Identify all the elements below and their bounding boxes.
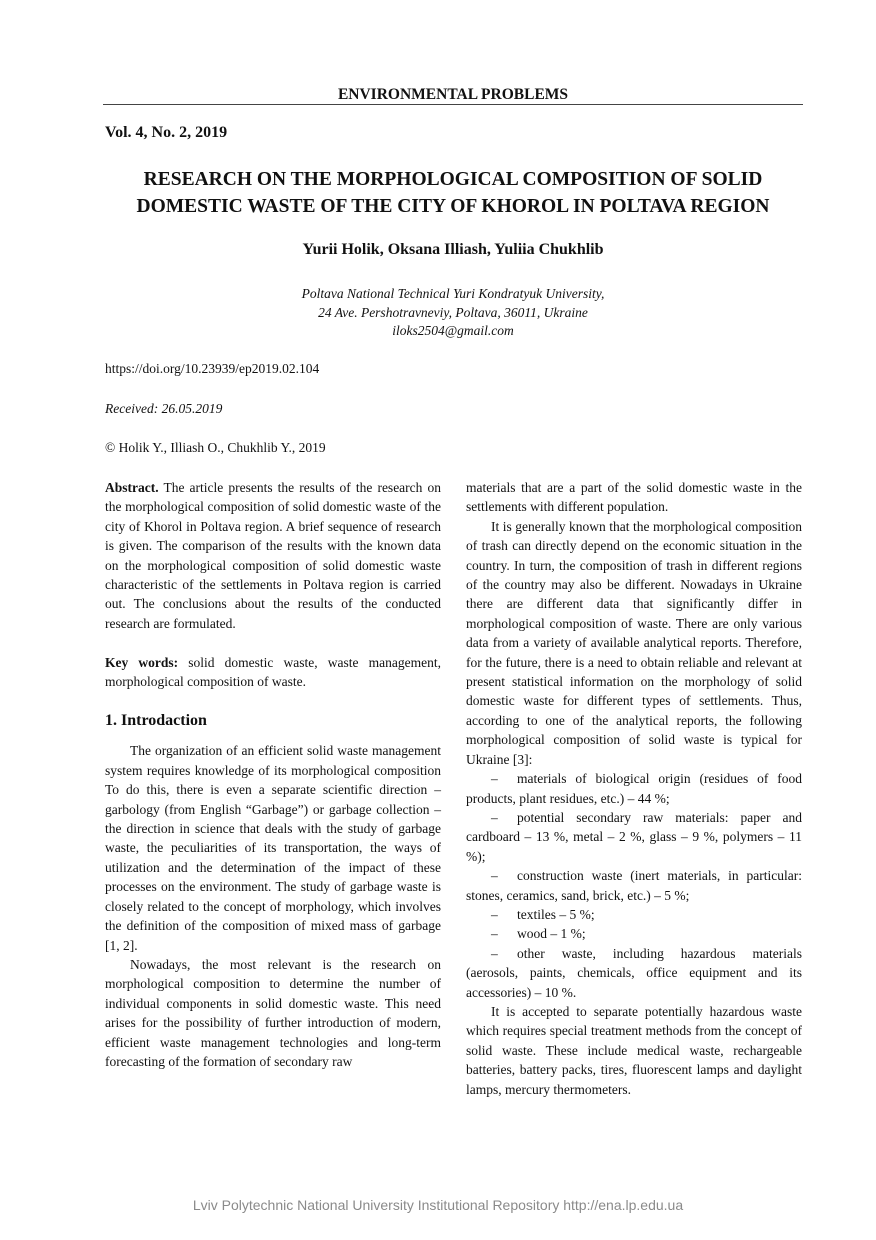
received-date: Received: 26.05.2019 [105,401,223,416]
article-title-line: RESEARCH ON THE MORPHOLOGICAL COMPOSITION OF SOLID [143,169,763,190]
dash-bullet: – [491,809,498,825]
list-item [466,905,802,924]
intro-paragraph-3: It is generally known that the morphological composition of trash can directly depend on the economic situation in the country. In turn, the composition of trash in different regions of the country may also be different. Nowadays in Ukraine there are different data that significantly differ in morphological composition of waste. There are only various data from a variety of available analytical reports. Therefore, for the future, there is a need to obtain reliable and relevant at present statistical information on the morphology of solid domestic waste for different types of settlements. Thus, according to one of the analytical reports, the following morphological composition of solid waste is typical for Ukraine [3]: [466,518,802,767]
list-item-text: textiles – 5 %; [517,906,595,922]
affiliation-address: 24 Ave. Pershotravneviy, Poltava, 36011, Ukraine [318,304,588,320]
authors: Yurii Holik, Oksana Illiash, Yuliia Chukhlib [302,241,604,258]
list-item-text: construction waste (inert materials, in particular: stones, ceramics, sand, brick, etc.) – 5 %; [466,868,802,903]
dash-bullet: – [491,906,498,922]
keywords-label: Key words: [105,654,179,670]
list-item [466,866,802,905]
list-item [466,769,802,808]
intro-paragraph-2: Nowadays, the most relevant is the research on morphological composition to determine the number of individual components in solid domestic waste. This need arises for the possibility of further introduction of modern, efficient waste management technologies and long-term forecasting of the formation of secondary raw [105,956,441,1069]
list-item-text: potential secondary raw materials: paper and cardboard – 13 %, metal – 2 %, glass – 9 %, polymers – 11 %); [466,809,802,864]
author-email[interactable]: iloks2504@gmail.com [392,323,514,338]
article-title [103,166,803,220]
list-item [466,808,802,866]
list-item-text: other waste, including hazardous materials (aerosols, paints, chemicals, office equipment and its accessories) – 10 %. [466,945,802,1000]
intro-paragraph-4: It is accepted to separate potentially hazardous waste which requires special treatment methods from the concept of solid waste. These include medical waste, rechargeable batteries, battery packs, tires, fluorescent lamps and daylight lamps, mercury thermometers. [466,1003,802,1097]
list-item-text: wood – 1 %; [517,926,586,942]
header-rule [103,104,803,105]
list-item [466,944,802,1002]
running-head: ENVIRONMENTAL PROBLEMS [337,86,569,103]
section-heading-introduction: 1. Introdaction [105,712,207,730]
right-column [466,478,802,1099]
dash-bullet: – [491,945,498,961]
list-item [466,924,802,943]
article-title-line: DOMESTIC WASTE OF THE CITY OF KHOROL IN POLTAVA REGION [136,196,770,217]
dash-bullet: – [491,868,498,884]
keywords [105,653,441,692]
dash-bullet: – [491,771,498,787]
abstract [105,478,441,633]
dash-bullet: – [491,926,498,942]
left-column [105,478,441,1071]
abstract-label: Abstract. [105,480,159,495]
affiliation [103,285,803,341]
intro-paragraph-2-continued: materials that are a part of the solid domestic waste in the settlements with different population. [466,480,802,515]
list-item-text: materials of biological origin (residues of food products, plant residues, etc.) – 44 %; [466,771,802,806]
repository-footer[interactable]: Lviv Polytechnic National University Institutional Repository http://ena.lp.edu.ua [192,1197,684,1213]
copyright-notice: © Holik Y., Illiash O., Chukhlib Y., 2019 [105,440,326,455]
volume-info: Vol. 4, No. 2, 2019 [105,124,228,141]
intro-paragraph-1: The organization of an efficient solid waste management system requires knowledge of its morphological composition To do this, there is even a separate scientific direction – garbology (from English “Garbage”) or garbage collection – the direction in science that deals with the study of garbage waste, the peculiarities of its transportation, the ways of utilization and the determination of the impact of these processes on the environment. The study of garbage waste is closely related to the concept of morphology, which involves the definition of the composition of mixed mass of garbage [1, 2]. [105,743,441,953]
keywords-text: solid domestic waste, waste management, morphological composition of waste. [105,654,441,690]
affiliation-institution: Poltava National Technical Yuri Kondratyuk University, [301,286,605,301]
doi-link[interactable]: https://doi.org/10.23939/ep2019.02.104 [105,361,320,376]
abstract-text: The article presents the results of the research on the morphological composition of solid domestic waste of the city of Khorol in Poltava region. A brief sequence of research is given. The comparison of the results with the known data on the morphological composition of solid domestic waste characteristic of the settlements in Poltava region is carried out. The conclusions about the results of the conducted research are formulated. [105,480,441,631]
